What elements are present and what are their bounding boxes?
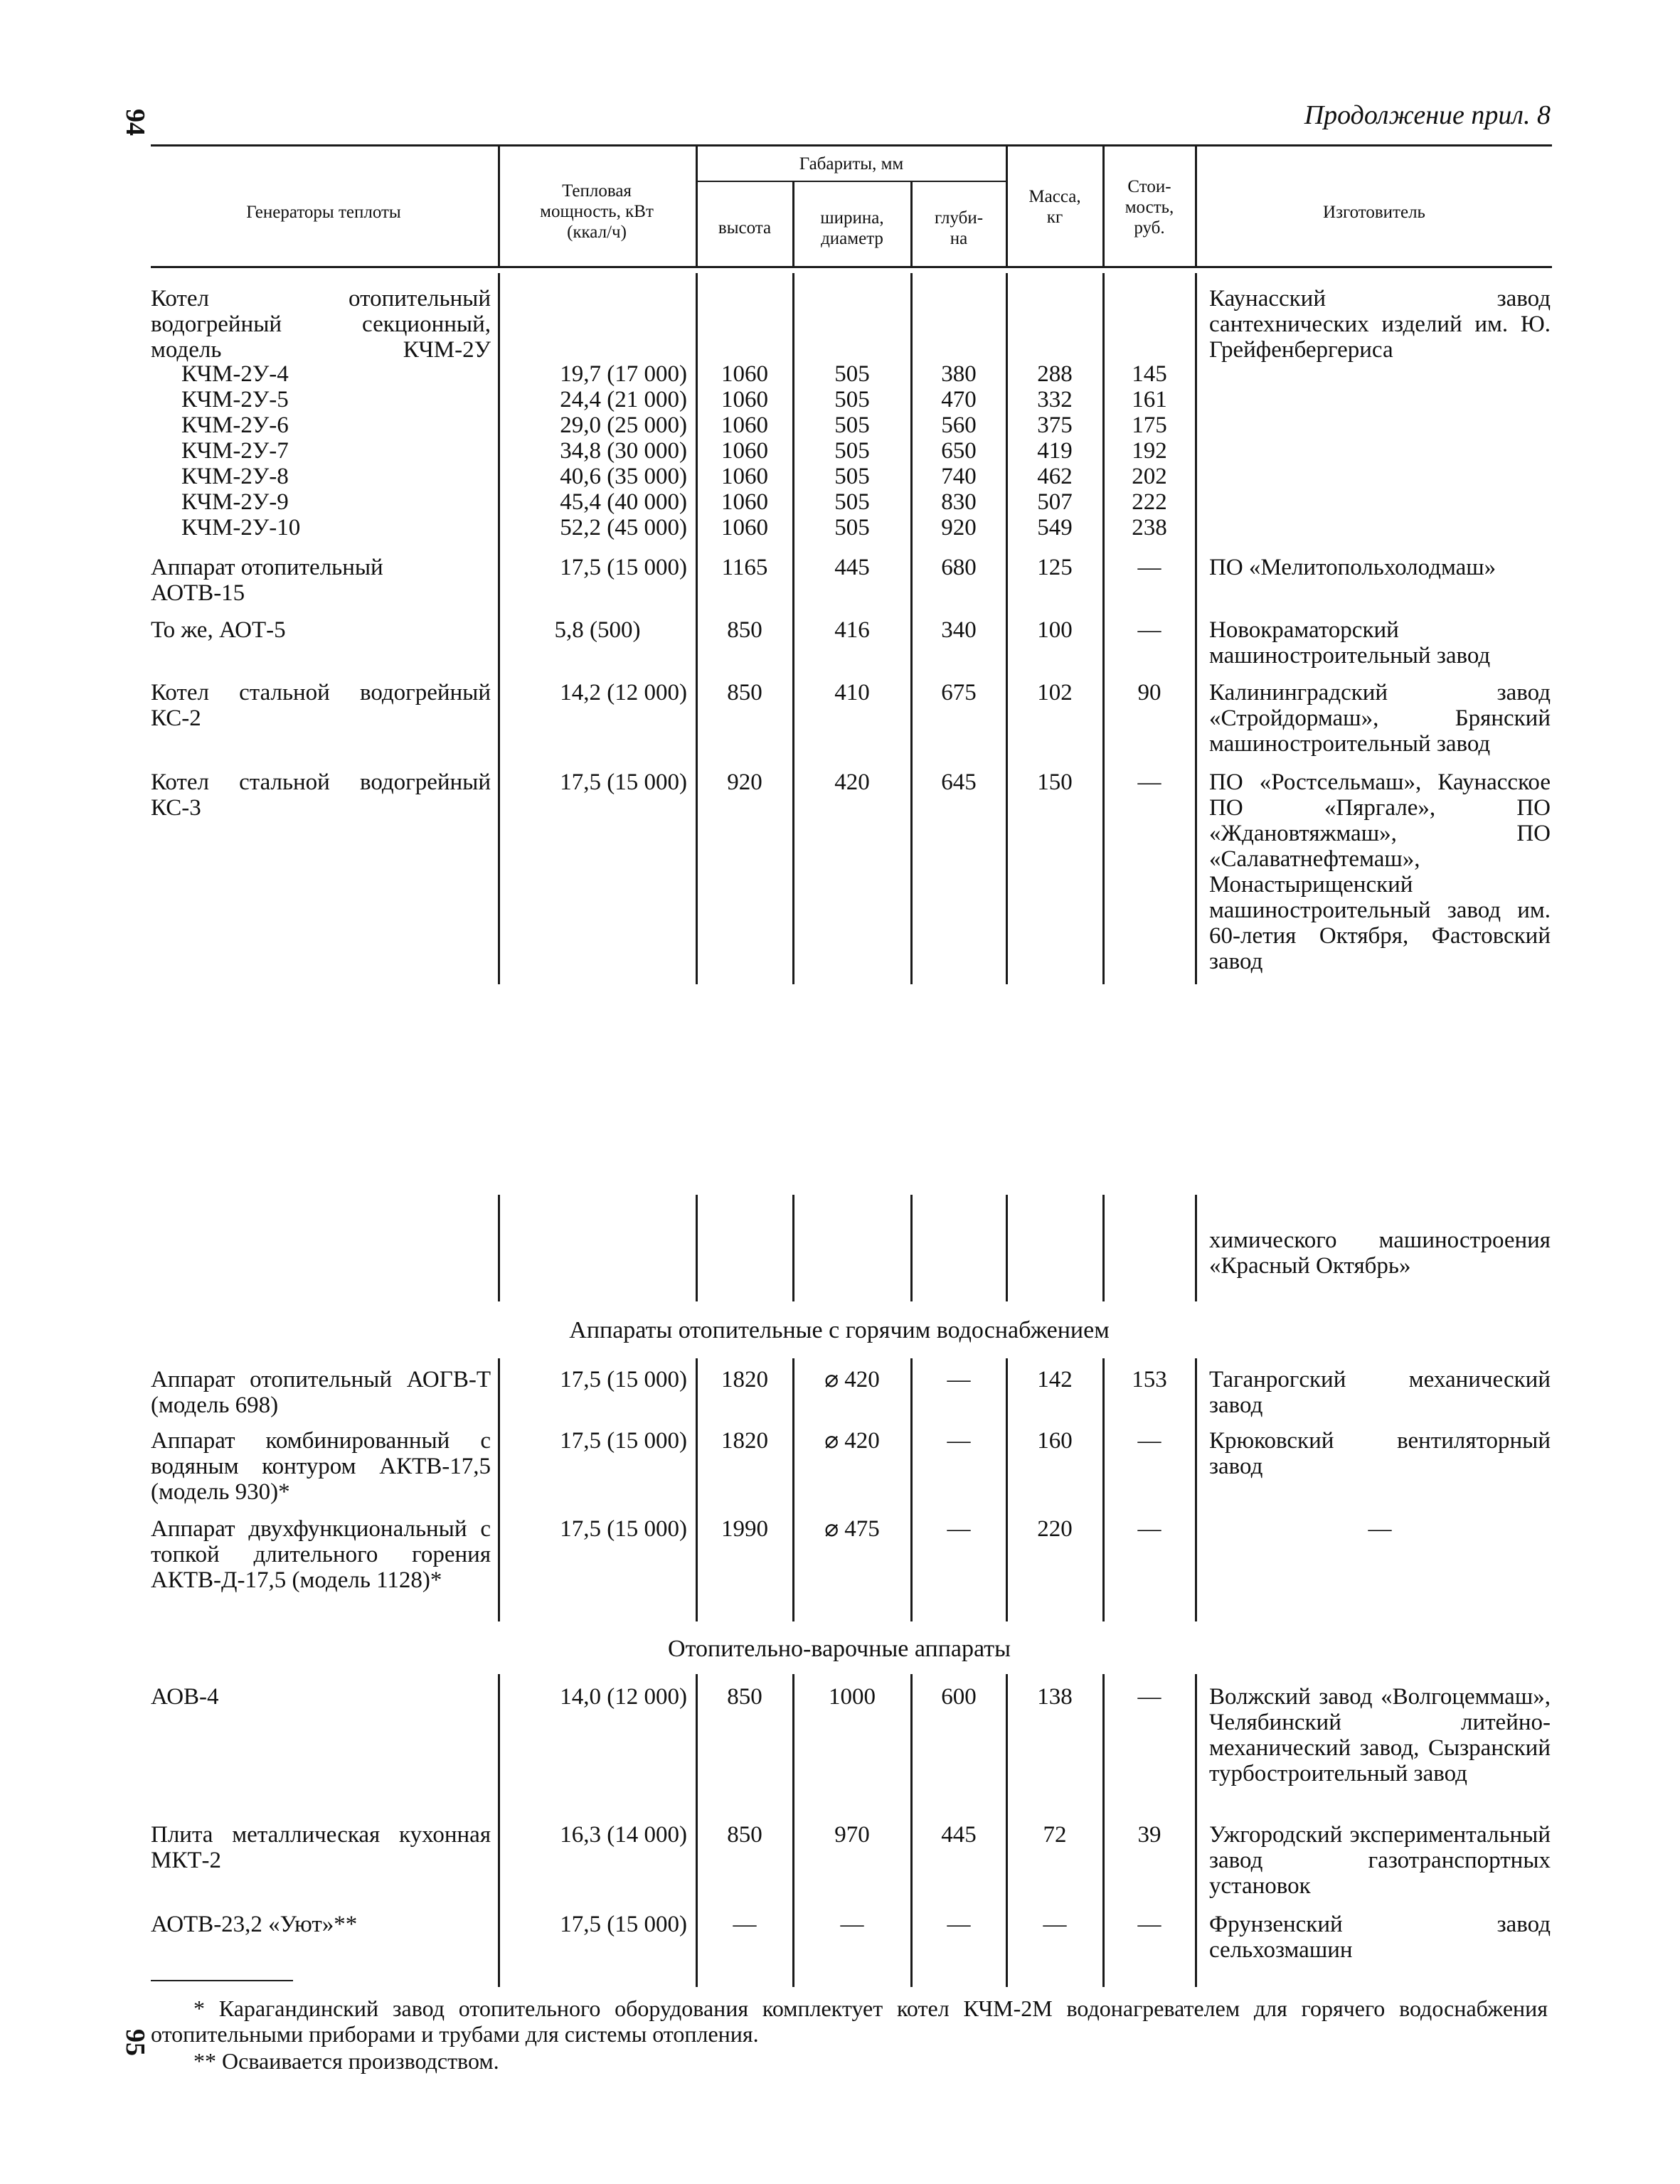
model-depth: 650: [941, 438, 977, 464]
model-height: 1060: [721, 438, 768, 464]
model-power: 34,8 (30 000): [560, 438, 687, 464]
row-aov4-width: 1000: [829, 1684, 876, 1710]
row-aot5-manufacturer: Новокраматорский машиностроительный завод: [1209, 617, 1491, 668]
row-aotv23-depth: —: [947, 1912, 971, 1937]
row-aotv23-manufacturer: Фрунзенский завод сельхозмашин: [1209, 1912, 1551, 1963]
hdr-rule-5: [1006, 144, 1008, 266]
model-height: 1060: [721, 489, 768, 515]
row-aotv15-power: 17,5 (15 000): [560, 555, 687, 580]
row-aogv-width: ⌀ 420: [824, 1367, 880, 1392]
row-aogv-name: Аппарат отопительный АОГВ-Т (модель 698): [151, 1367, 491, 1418]
group1-manufacturer: Каунасский завод сантехнических изделий им. Ю. Грейфенбергериса: [1209, 286, 1551, 363]
row-aotv15-cost: —: [1137, 555, 1161, 580]
row-aktv-height: 1820: [721, 1428, 768, 1454]
header-manufacturer: Изготовитель: [1323, 203, 1425, 222]
model-cost: 175: [1132, 412, 1167, 438]
model-width: 505: [834, 412, 870, 438]
model-height: 1060: [721, 515, 768, 540]
row-aktvd-mass: 220: [1037, 1516, 1073, 1542]
row-aktvd-height: 1990: [721, 1516, 768, 1542]
row-aktv-power: 17,5 (15 000): [560, 1428, 687, 1454]
row-aotv15-mass: 125: [1037, 555, 1073, 580]
hdr-rule-2: [696, 144, 698, 266]
header-generators: Генераторы теплоты: [246, 203, 401, 222]
row-aogv-depth: —: [947, 1367, 971, 1392]
mid-rule-7: [1195, 1358, 1197, 1621]
row-ks2-cost: 90: [1137, 680, 1161, 705]
model-depth: 470: [941, 387, 977, 412]
row-aktv-cost: —: [1137, 1428, 1161, 1454]
row-aktvd-name: Аппарат двухфункциональный с топкой длительного горения АКТВ-Д-17,5 (модель 1128)*: [151, 1516, 491, 1593]
model-name: КЧМ-2У-9: [181, 489, 289, 515]
mid-rule-3: [792, 1358, 794, 1621]
row-ks2-name: Котел стальной водогрейный КС-2: [151, 680, 491, 731]
row-aktvd-width: ⌀ 475: [824, 1516, 880, 1542]
bot-rule-7: [1195, 1674, 1197, 1987]
row-aot5-power: 5,8 (500): [554, 617, 641, 643]
row-aot5-cost: —: [1137, 617, 1161, 643]
model-mass: 549: [1037, 515, 1073, 540]
row-mkt2-depth: 445: [941, 1822, 977, 1848]
row-mkt2-mass: 72: [1043, 1822, 1067, 1848]
row-ks3-cost: —: [1137, 769, 1161, 795]
header-depth: глуби- на: [934, 208, 984, 248]
hdr-rule-1: [498, 144, 500, 266]
cont-rule-7: [1195, 1195, 1197, 1301]
row-ks3-manufacturer: ПО «Ростсельмаш», Каунасское ПО «Пяргале», ПО «Ждановтяжмаш», ПО «Салаватнефтемаш», Монастырищенский машиностроительный завод им. 60-летия Октября, Фастовский завод: [1209, 769, 1551, 974]
page-number-bottom: 95: [120, 2029, 150, 2056]
footnote-1: * Карагандинский завод отопительного оборудования комплектует котел КЧМ-2М водонагревателем для горячего водоснабжения отопительными приборами и трубами для системы отопления.: [151, 1996, 1548, 2047]
row-aot5-width: 416: [834, 617, 870, 643]
row-aov4-height: 850: [727, 1684, 762, 1710]
row-aktvd-cost: —: [1137, 1516, 1161, 1542]
model-depth: 830: [941, 489, 977, 515]
header-dimensions: Габариты, мм: [799, 154, 904, 174]
row-aov4-cost: —: [1137, 1684, 1161, 1710]
model-name: КЧМ-2У-8: [181, 464, 289, 489]
mid-rule-2: [696, 1358, 698, 1621]
model-power: 19,7 (17 000): [560, 361, 687, 387]
row-aot5-mass: 100: [1037, 617, 1073, 643]
cont-rule-1: [498, 1195, 500, 1301]
row-aov4-depth: 600: [941, 1684, 977, 1710]
row-ks2-mass: 102: [1037, 680, 1073, 705]
row-mkt2-name: Плита металлическая кухонная МКТ-2: [151, 1822, 491, 1873]
row-aktv-depth: —: [947, 1428, 971, 1454]
model-cost: 222: [1132, 489, 1167, 515]
cont-rule-6: [1102, 1195, 1105, 1301]
model-width: 505: [834, 464, 870, 489]
row-aotv15-manufacturer: ПО «Мелитопольхолодмаш»: [1209, 555, 1496, 580]
model-mass: 375: [1037, 412, 1073, 438]
model-height: 1060: [721, 387, 768, 412]
row-aov4-mass: 138: [1037, 1684, 1073, 1710]
row-aot5-name: То же, АОТ-5: [151, 617, 286, 643]
model-name: КЧМ-2У-5: [181, 387, 289, 412]
body-rule-1: [498, 273, 500, 984]
row-ks3-width: 420: [834, 769, 870, 795]
model-width: 505: [834, 361, 870, 387]
model-width: 505: [834, 489, 870, 515]
row-aotv23-power: 17,5 (15 000): [560, 1912, 687, 1937]
model-mass: 332: [1037, 387, 1073, 412]
header-power: Тепловая мощность, кВт (ккал/ч): [540, 181, 654, 242]
header-width: ширина, диаметр: [820, 208, 884, 248]
model-mass: 288: [1037, 361, 1073, 387]
row-aotv15-name: Аппарат отопительный АОТВ-15: [151, 555, 383, 606]
header-height: высота: [718, 218, 772, 238]
row-aogv-height: 1820: [721, 1367, 768, 1392]
row-ks2-width: 410: [834, 680, 870, 705]
header-cost: Стои- мость, руб.: [1125, 177, 1174, 238]
row-aktvd-manufacturer: —: [1368, 1516, 1392, 1542]
row-aktvd-power: 17,5 (15 000): [560, 1516, 687, 1542]
row-ks2-power: 14,2 (12 000): [560, 680, 687, 705]
header-mass: Масса, кг: [1028, 187, 1081, 227]
model-depth: 740: [941, 464, 977, 489]
model-cost: 161: [1132, 387, 1167, 412]
model-width: 505: [834, 438, 870, 464]
header-bottom-rule: [151, 266, 1552, 268]
row-aot5-depth: 340: [941, 617, 977, 643]
model-height: 1060: [721, 361, 768, 387]
cont-rule-4: [910, 1195, 913, 1301]
model-name: КЧМ-2У-7: [181, 438, 289, 464]
row-aktv-mass: 160: [1037, 1428, 1073, 1454]
cont-rule-2: [696, 1195, 698, 1301]
row-aogv-mass: 142: [1037, 1367, 1073, 1392]
model-name: КЧМ-2У-10: [181, 515, 301, 540]
model-mass: 507: [1037, 489, 1073, 515]
row-aot5-height: 850: [727, 617, 762, 643]
model-depth: 560: [941, 412, 977, 438]
model-name: КЧМ-2У-6: [181, 412, 289, 438]
model-mass: 462: [1037, 464, 1073, 489]
hdr-rule-7: [1195, 144, 1197, 266]
continuation-label: Продолжение прил. 8: [1304, 100, 1551, 130]
model-cost: 145: [1132, 361, 1167, 387]
model-power: 24,4 (21 000): [560, 387, 687, 412]
row-aov4-name: АОВ-4: [151, 1684, 219, 1710]
row-ks3-height: 920: [727, 769, 762, 795]
model-cost: 202: [1132, 464, 1167, 489]
hdr-rule-4: [910, 182, 913, 266]
row-ks2-height: 850: [727, 680, 762, 705]
row-ks3-depth: 645: [941, 769, 977, 795]
mid-rule-6: [1102, 1358, 1105, 1621]
hdr-rule-3: [792, 182, 794, 266]
mid-rule-4: [910, 1358, 913, 1621]
row-aotv15-depth: 680: [941, 555, 977, 580]
mid-rule-1: [498, 1358, 500, 1621]
row-ks2-manufacturer: Калининградский завод «Стройдормаш», Брянский машиностроительный завод: [1209, 680, 1551, 757]
model-width: 505: [834, 515, 870, 540]
model-depth: 380: [941, 361, 977, 387]
model-depth: 920: [941, 515, 977, 540]
row-mkt2-power: 16,3 (14 000): [560, 1822, 687, 1848]
row-mkt2-manufacturer: Ужгородский экспериментальный завод газотранспортных установок: [1209, 1822, 1551, 1899]
model-power: 45,4 (40 000): [560, 489, 687, 515]
row-aotv23-width: —: [840, 1912, 864, 1937]
model-power: 52,2 (45 000): [560, 515, 687, 540]
hdr-rule-6: [1102, 144, 1105, 266]
row-ks2-depth: 675: [941, 680, 977, 705]
dimensions-subrule: [697, 181, 1006, 182]
page-number-top: 94: [120, 109, 150, 136]
row-aotv15-width: 445: [834, 555, 870, 580]
row-aogv-cost: 153: [1132, 1367, 1167, 1392]
group1-name: Котел отопительный водогрейный секционный, модель КЧМ-2У: [151, 286, 491, 363]
row-aotv23-mass: —: [1043, 1912, 1067, 1937]
cont-rule-3: [792, 1195, 794, 1301]
row-aotv15-height: 1165: [721, 555, 768, 580]
model-power: 40,6 (35 000): [560, 464, 687, 489]
row-aov4-manufacturer: Волжский завод «Волгоцеммаш», Челябинский литейно-механический завод, Сызранский турбостроительный завод: [1209, 1684, 1551, 1786]
bot-rule-1: [498, 1674, 500, 1987]
row-mkt2-width: 970: [834, 1822, 870, 1848]
section-heading-hot-water: Аппараты отопительные с горячим водоснабжением: [569, 1317, 1110, 1343]
model-cost: 238: [1132, 515, 1167, 540]
row-aotv23-name: АОТВ-23,2 «Уют»**: [151, 1912, 358, 1937]
row-aogv-power: 17,5 (15 000): [560, 1367, 687, 1392]
row-aov4-power: 14,0 (12 000): [560, 1684, 687, 1710]
section-heading-cooking: Отопительно-варочные аппараты: [668, 1636, 1011, 1662]
row-aktv-manufacturer: Крюковский вентиляторный завод: [1209, 1428, 1551, 1479]
model-height: 1060: [721, 412, 768, 438]
row-ks3-power: 17,5 (15 000): [560, 769, 687, 795]
row-mkt2-height: 850: [727, 1822, 762, 1848]
row-aktvd-depth: —: [947, 1516, 971, 1542]
model-power: 29,0 (25 000): [560, 412, 687, 438]
row-aogv-manufacturer: Таганрогский механический завод: [1209, 1367, 1551, 1418]
row-aktv-width: ⌀ 420: [824, 1428, 880, 1454]
model-cost: 192: [1132, 438, 1167, 464]
row-aktv-name: Аппарат комбинированный с водяным контуром АКТВ-17,5 (модель 930)*: [151, 1428, 491, 1505]
continuation-manufacturer: химического машиностроения «Красный Октябрь»: [1209, 1227, 1551, 1279]
table-top-rule: [151, 144, 1552, 147]
model-name: КЧМ-2У-4: [181, 361, 289, 387]
footnote-2: ** Осваивается производством.: [193, 2048, 499, 2074]
cont-rule-5: [1006, 1195, 1008, 1301]
row-mkt2-cost: 39: [1137, 1822, 1161, 1848]
model-mass: 419: [1037, 438, 1073, 464]
model-height: 1060: [721, 464, 768, 489]
row-aotv23-height: —: [733, 1912, 757, 1937]
body-rule-7: [1195, 273, 1197, 984]
mid-rule-5: [1006, 1358, 1008, 1621]
footnote-rule: [151, 1980, 293, 1981]
row-aotv23-cost: —: [1137, 1912, 1161, 1937]
model-width: 505: [834, 387, 870, 412]
row-ks3-name: Котел стальной водогрейный КС-3: [151, 769, 491, 821]
row-ks3-mass: 150: [1037, 769, 1073, 795]
